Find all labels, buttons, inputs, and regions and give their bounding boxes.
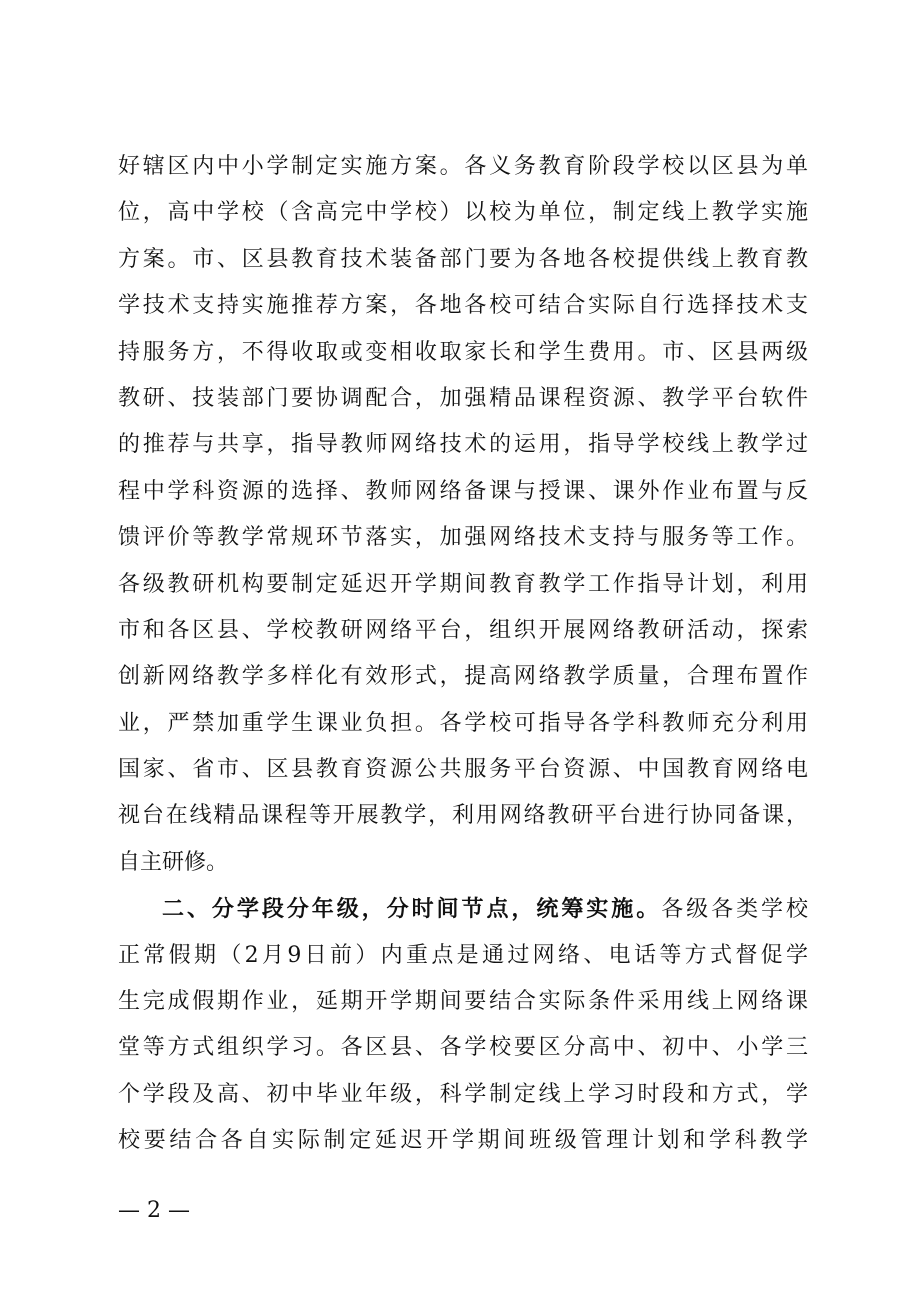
paragraph-line: 馈评价等教学常规环节落实，加强网络技术支持与服务等工作。 bbox=[118, 525, 808, 551]
paragraph-line: 个学段及高、初中毕业年级，科学制定线上学习时段和方式，学 bbox=[118, 1081, 808, 1107]
paragraph-line: 市和各区县、学校教研网络平台，组织开展网络教研活动，探索 bbox=[118, 617, 808, 643]
paragraph-line: 的推荐与共享，指导教师网络技术的运用，指导学校线上教学过 bbox=[118, 432, 808, 458]
section-heading-rest: 各级各类学校 bbox=[661, 897, 808, 923]
paragraph-line: 国家、省市、区县教育资源公共服务平台资源、中国教育网络电 bbox=[118, 757, 808, 783]
page-number: — 2 — bbox=[118, 1198, 190, 1223]
paragraph-line: 各级教研机构要制定延迟开学期间教育教学工作指导计划，利用 bbox=[118, 571, 808, 597]
document-body bbox=[118, 144, 808, 1165]
paragraph-line: 方案。市、区县教育技术装备部门要为各地各校提供线上教育教 bbox=[118, 246, 808, 272]
paragraph-line: 校要结合各自实际制定延迟开学期间班级管理计划和学科教学 bbox=[118, 1128, 808, 1154]
paragraph-line: 堂等方式组织学习。各区县、各学校要区分高中、初中、小学三 bbox=[118, 1035, 808, 1061]
paragraph-line: 持服务方，不得收取或变相收取家长和学生费用。市、区县两级 bbox=[118, 339, 808, 365]
paragraph-line: 正常假期（2月9日前）内重点是通过网络、电话等方式督促学 bbox=[118, 942, 808, 968]
paragraph-line: 好辖区内中小学制定实施方案。各义务教育阶段学校以区县为单 bbox=[118, 154, 808, 179]
paragraph-line: 学技术支持实施推荐方案，各地各校可结合实际自行选择技术支 bbox=[118, 293, 808, 319]
section-heading: 二、分学段分年级，分时间节点，统筹实施。 bbox=[162, 896, 662, 923]
paragraph-line: 教研、技装部门要协调配合，加强精品课程资源、教学平台软件 bbox=[118, 385, 808, 411]
paragraph-line: 视台在线精品课程等开展教学，利用网络教研平台进行协同备课， bbox=[118, 803, 808, 829]
paragraph-line: 业，严禁加重学生课业负担。各学校可指导各学科教师充分利用 bbox=[118, 710, 808, 736]
section-heading-line bbox=[118, 886, 808, 932]
paragraph-line: 生完成假期作业，延期开学期间要结合实际条件采用线上网络课 bbox=[118, 989, 808, 1015]
paragraph-line: 位，高中学校（含高完中学校）以校为单位，制定线上教学实施 bbox=[118, 200, 808, 226]
paragraph-line: 程中学科资源的选择、教师网络备课与授课、课外作业布置与反 bbox=[118, 478, 808, 504]
paragraph-line: 自主研修。 bbox=[118, 849, 229, 875]
paragraph-line: 创新网络教学多样化有效形式，提高网络教学质量，合理布置作 bbox=[118, 664, 808, 690]
